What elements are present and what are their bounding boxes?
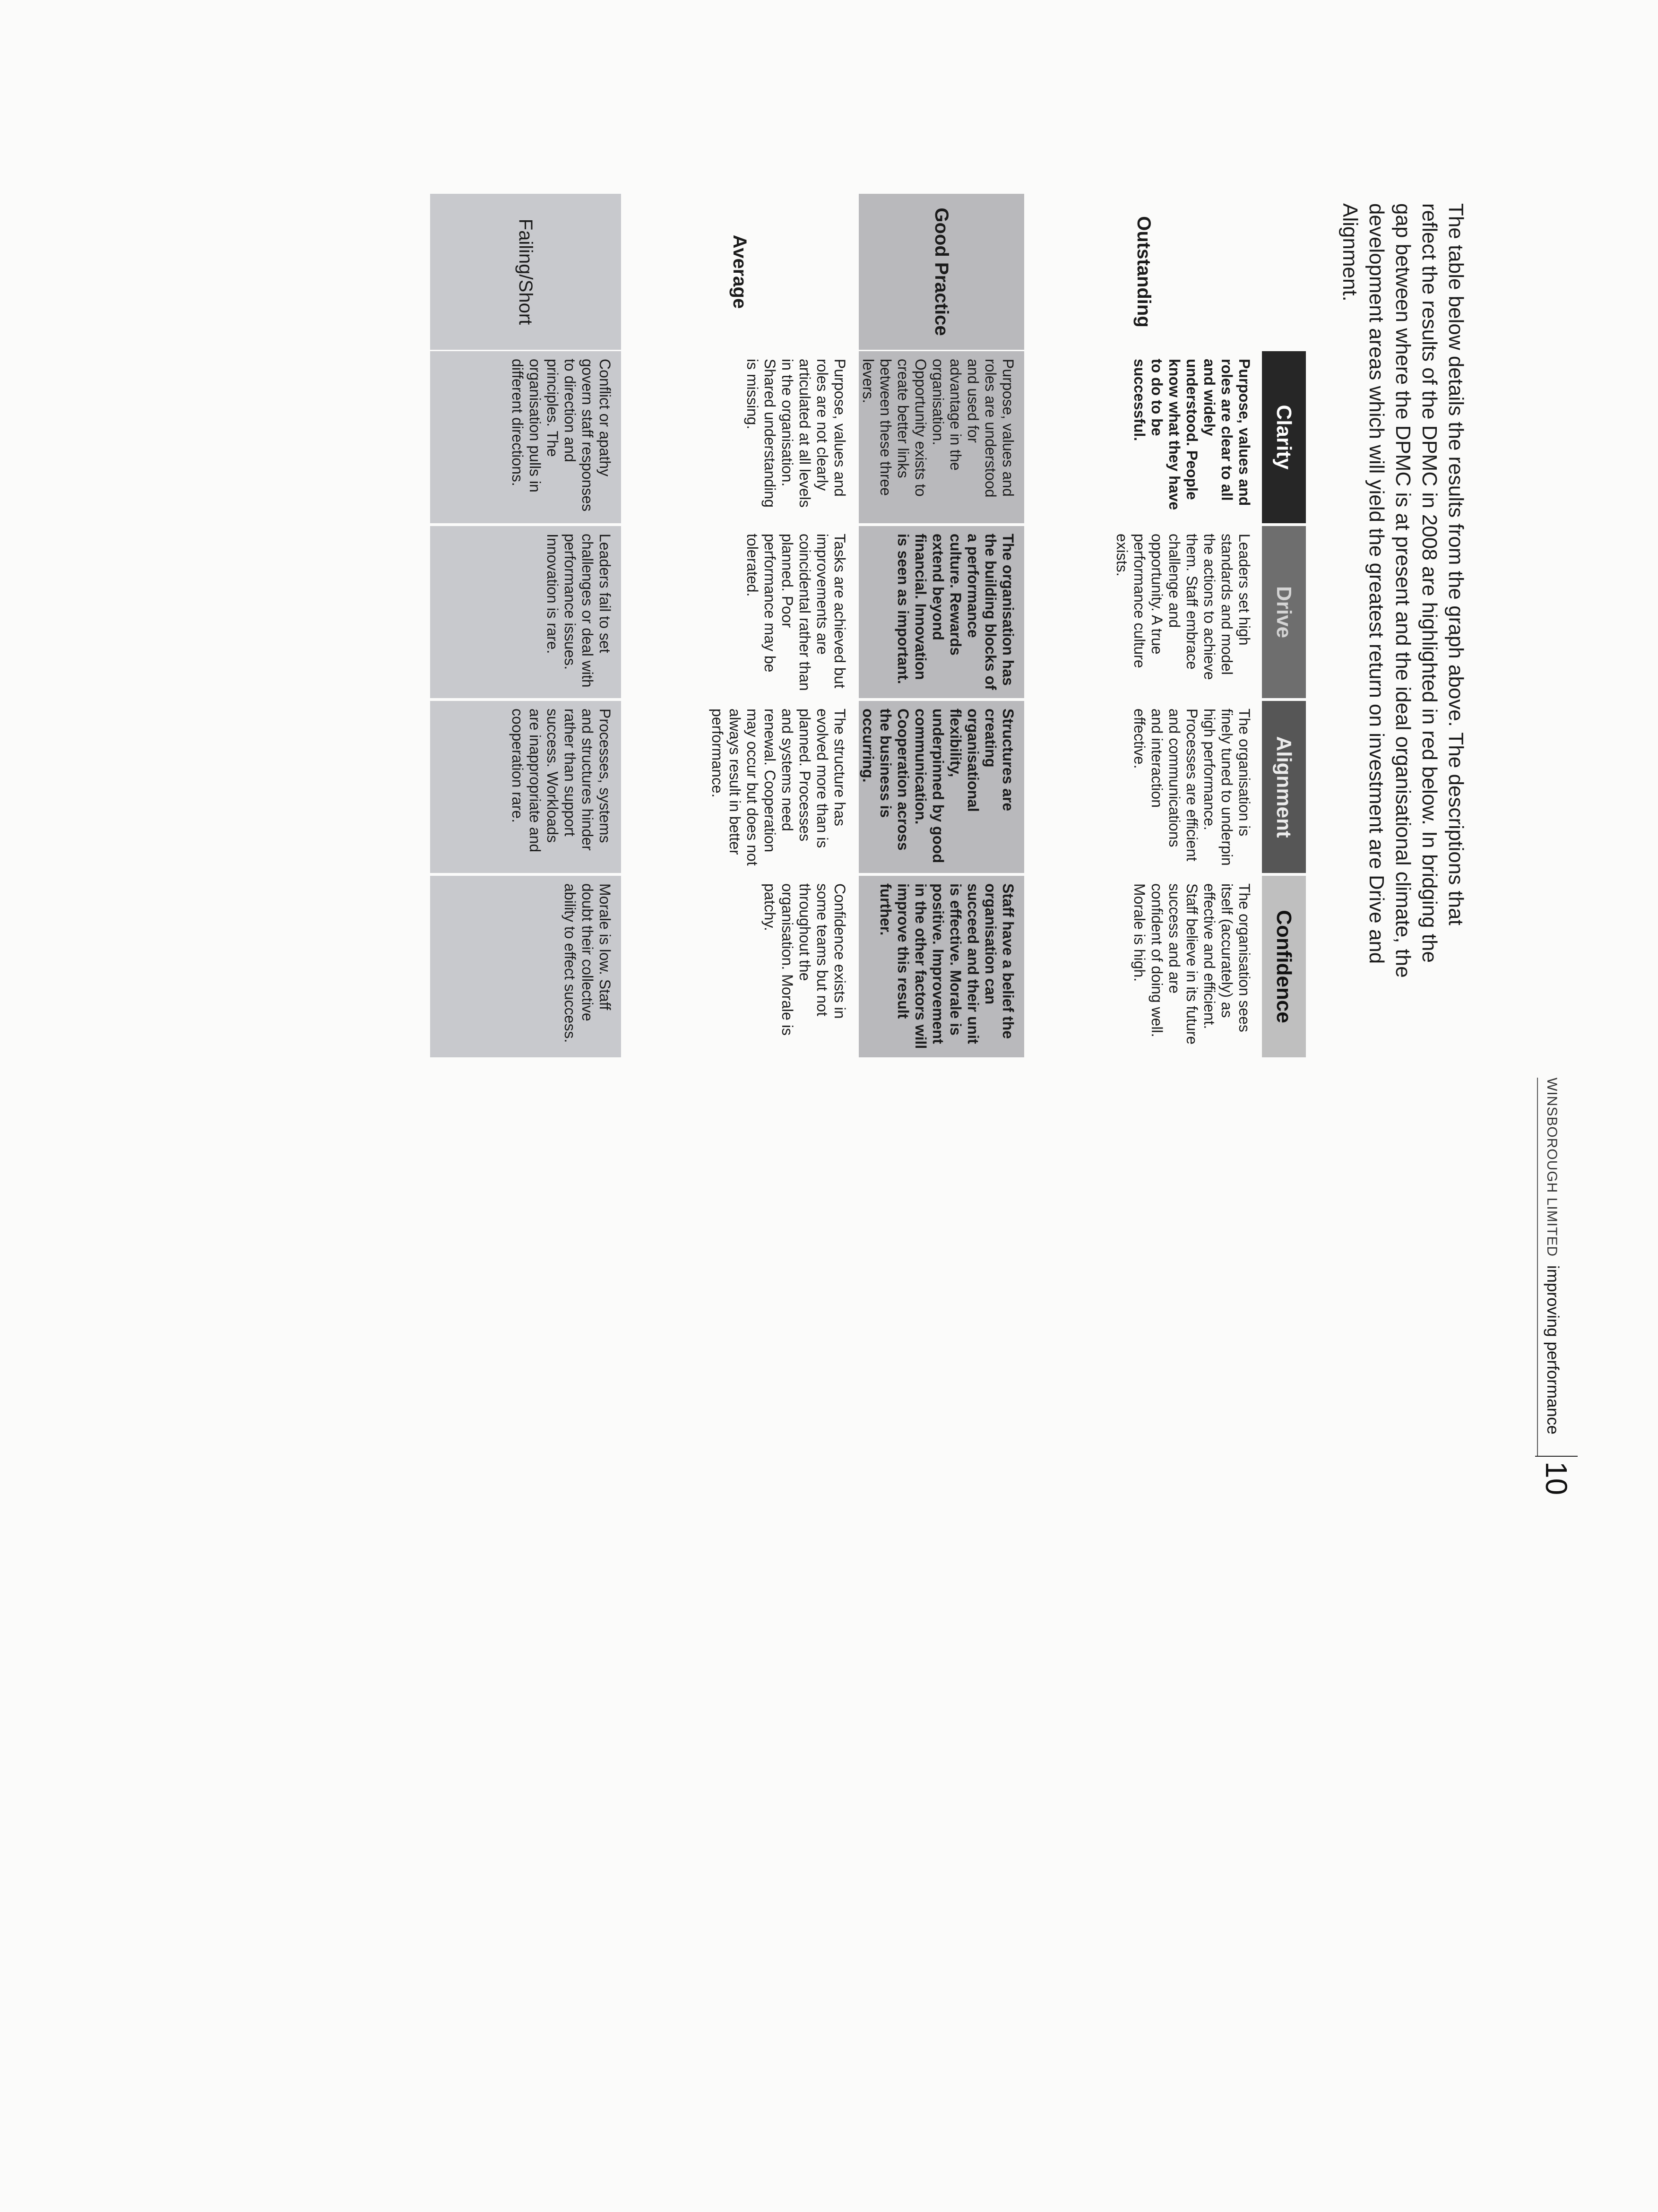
cell-outstanding-clarity: Purpose, values and roles are clear to all and widely understood. People know what they have to do to be successful. <box>1131 359 1253 510</box>
intro-paragraph: The table below details the results from the graph above. The descriptions that reflect the results of the DPMC in 2008 are highlighted in red below. In bridging the gap between where the DPMC is at present and the ideal organisational climate, the development areas which will yield the greatest return on investment are Drive and Alignment. <box>1338 203 1468 978</box>
company-tagline: improving performance <box>1544 1265 1562 1434</box>
cell-outstanding-confidence: The organisation sees itself (accurately) as effective and efficient. Staff believe in its future success and are confident of doing well. Morale is high. <box>1131 883 1253 1045</box>
header-drive: Drive <box>1262 526 1306 698</box>
cell-failing-alignment: Processes, systems and structures hinder rather than support success. Workloads are inappropriate and cooperation rare. <box>430 701 621 873</box>
page-footer <box>1535 1078 1578 2212</box>
cell-good-practice-confidence: Staff have a belief the organisation can succeed and their unit is effective. Morale is positive. Improvement in the other factors will improve this result further. <box>859 876 1024 1057</box>
cell-good-practice-clarity: Purpose, values and roles are understood and used for advantage in the organisation. Opportunity exists to create better links between these three levers. <box>859 351 1024 523</box>
cell-outstanding-drive: Leaders set high standards and model the actions to achieve them. Staff embrace challenge and opportunity. A true performance culture exists. <box>1114 534 1253 680</box>
header-clarity: Clarity <box>1262 351 1306 523</box>
cell-outstanding-alignment: The organisation is finely tuned to underpin high performance. Processes are efficient and communications and interaction effective. <box>1131 709 1253 866</box>
page-number: 10 <box>1539 1461 1573 1495</box>
cell-average-confidence: Confidence exists in some teams but not throughout the organisation. Morale is patchy. <box>761 883 848 1036</box>
cell-good-practice-drive: The organisation has the building blocks of a performance culture. Rewards extend beyond financial. Innovation is seen as important. <box>859 526 1024 698</box>
row-label-failing-short: Failing/Short <box>430 194 621 350</box>
footer-underline <box>1537 1078 1538 1457</box>
cell-failing-confidence: Morale is low. Staff doubt their collective ability to effect success. <box>430 876 621 1057</box>
cell-average-alignment: The structure has evolved more than is planned. Processes and systems need renewal. Cooperation may occur but does not always result in better performance. <box>709 709 848 866</box>
footer-divider <box>1535 1456 1578 1457</box>
cell-average-drive: Tasks are achieved but improvements are coincidental rather than planned. Poor performance may be tolerated. <box>744 534 848 691</box>
cell-failing-drive: Leaders fail to set challenges or deal with performance issues. Innovation is rare. <box>430 526 621 698</box>
row-label-average: Average <box>729 234 751 309</box>
table-corner <box>1262 194 1306 350</box>
climate-table <box>174 194 1306 1059</box>
company-name: WINSBOROUGH LIMITED <box>1544 1078 1560 1257</box>
cell-failing-clarity: Conflict or apathy govern staff responses to direction and principles. The organisation pulls in different directions. <box>430 351 621 523</box>
cell-average-clarity: Purpose, values and roles are not clearly articulated at all levels in the organisation. Shared understanding is missing. <box>744 359 848 508</box>
cell-good-practice-alignment: Structures are creating organisational flexibility, underpinned by good communication. Cooperation across the business is occurring. <box>859 701 1024 873</box>
row-label-good-practice: Good Practice <box>859 194 1024 350</box>
footer-brand <box>1543 1078 1562 1434</box>
row-label-outstanding: Outstanding <box>1133 216 1154 328</box>
header-confidence: Confidence <box>1262 876 1306 1057</box>
header-alignment: Alignment <box>1262 701 1306 873</box>
